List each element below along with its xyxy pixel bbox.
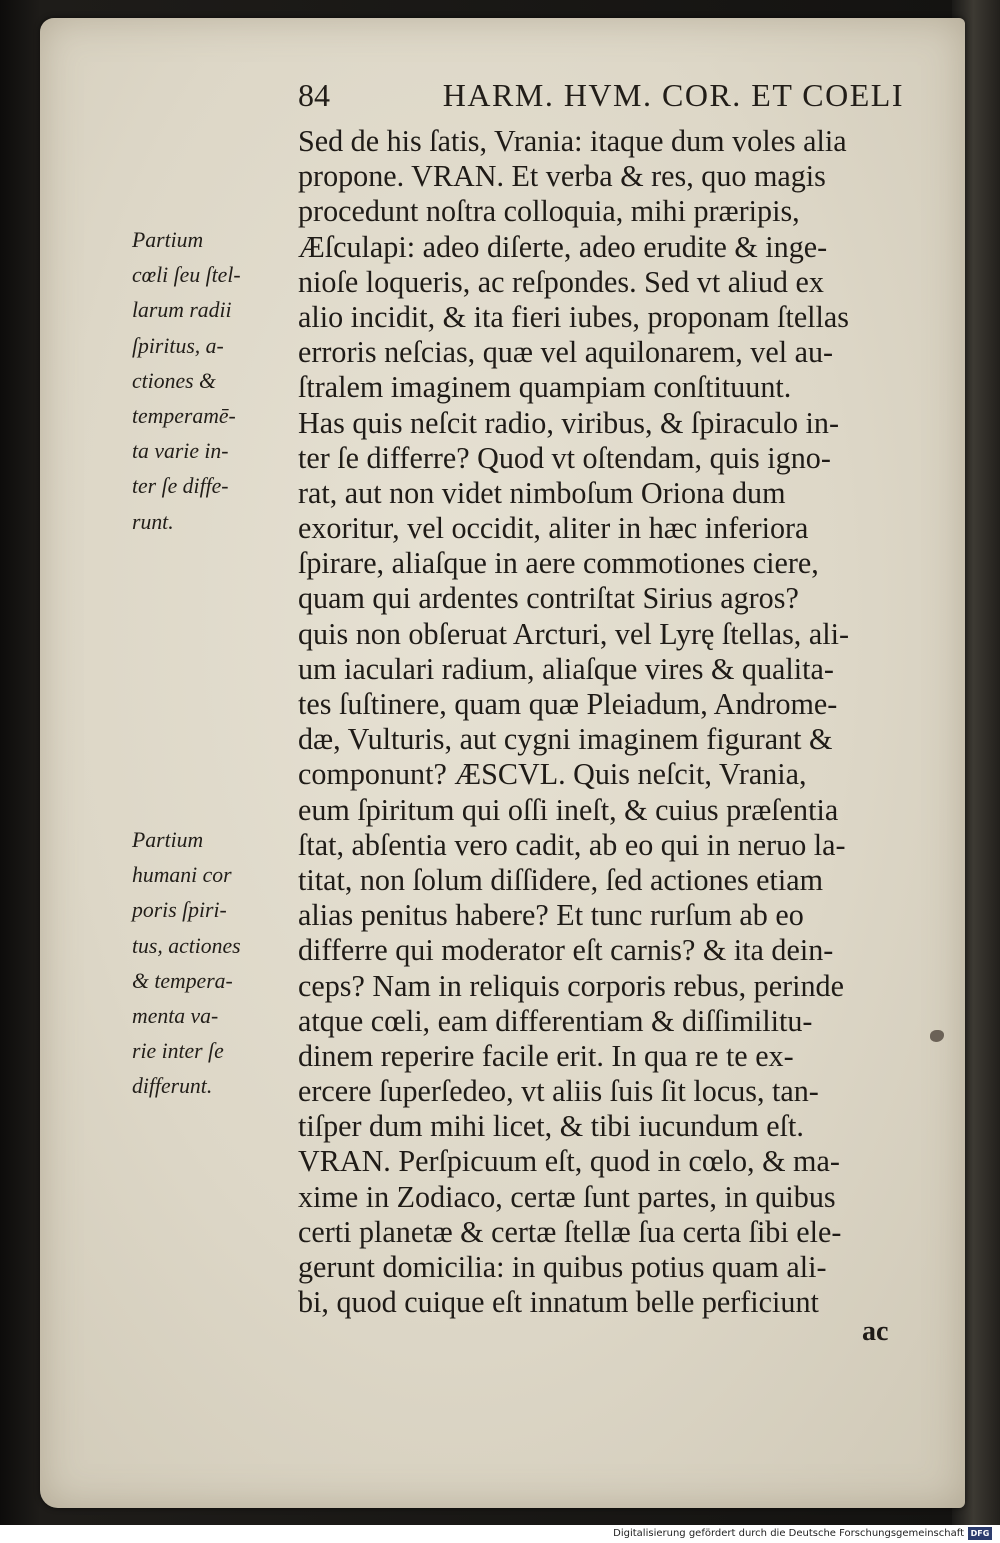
- margin-note-line: humani cor: [132, 862, 232, 888]
- text-line: titat, non ſolum diſſidere, ſed actiones etiam: [298, 862, 824, 897]
- text-line: atque cœli, eam differentiam & diſſimilitu-: [298, 1003, 813, 1038]
- text-line: ercere ſuperſedeo, vt aliis ſuis ſit locus, tan-: [298, 1074, 819, 1109]
- text-line: differre qui moderator eſt carnis? & ita dein-: [298, 933, 834, 968]
- margin-note-celestial: [132, 222, 292, 539]
- margin-note-line: Partium: [132, 227, 204, 252]
- text-line: ſtralem imaginem quampiam conſtituunt.: [298, 370, 792, 405]
- text-line: Æſculapi: adeo diſerte, adeo erudite & inge-: [298, 229, 828, 264]
- margin-note-line: cœli ſeu ſtel-: [132, 262, 241, 288]
- catchword: ac: [862, 1316, 889, 1347]
- footer-credit: Digitalisierung gefördert durch die Deutsche Forschungsgemeinschaft: [613, 1528, 964, 1539]
- text-line: propone. VRAN. Et verba & res, quo magis: [298, 159, 826, 194]
- text-line: dæ, Vulturis, aut cygni imaginem figurant &: [298, 722, 833, 757]
- text-line: procedunt noſtra colloquia, mihi præripis,: [298, 194, 800, 229]
- running-head: [298, 74, 904, 116]
- main-text-block: [298, 124, 918, 1320]
- text-line: exoritur, vel occidit, aliter in hæc inferiora: [298, 511, 809, 546]
- text-line: ſtat, abſentia vero cadit, ab eo qui in neruo la-: [298, 827, 846, 862]
- margin-note-line: temperamē-: [132, 402, 236, 428]
- text-line: tes ſuſtinere, quam quæ Pleiadum, Androme-: [298, 687, 838, 721]
- text-line: xime in Zodiaco, certæ ſunt partes, in quibus: [298, 1179, 836, 1214]
- text-line: quis non obſeruat Arcturi, vel Lyrę ſtellas, ali-: [298, 616, 849, 651]
- margin-note-line: larum radii: [132, 297, 232, 323]
- margin-note-line: differunt.: [132, 1073, 213, 1099]
- text-line: certi planetæ & certæ ſtellæ ſua certa ſibi ele-: [298, 1214, 842, 1249]
- text-line: rat, aut non videt nimboſum Oriona dum: [298, 475, 786, 510]
- margin-note-human-body: [132, 822, 292, 1104]
- running-title: HARM. HVM. COR. ET COELI: [442, 76, 904, 113]
- margin-note-line: rie inter ſe: [132, 1038, 224, 1064]
- text-line: eum ſpiritum qui oſſi ineſt, & cuius præſentia: [298, 792, 839, 827]
- text-line: um iaculari radium, aliaſque vires & qualita-: [298, 651, 834, 686]
- text-line: bi, quod cuique eſt innatum belle perficiunt: [298, 1285, 819, 1320]
- digitization-footer: [0, 1525, 1000, 1543]
- margin-note-line: poris ſpiri-: [132, 897, 227, 923]
- text-line: ſpirare, aliaſque in aere commotiones ciere,: [298, 546, 819, 581]
- text-line: tiſper dum mihi licet, & tibi iucundum eſt.: [298, 1109, 804, 1144]
- text-line: alio incidit, & ita fieri iubes, proponam ſtellas: [298, 299, 850, 334]
- margin-note-line: ta varie in-: [132, 438, 229, 464]
- text-line: ceps? Nam in reliquis corporis rebus, perinde: [298, 968, 844, 1003]
- dfg-logo: DFG: [968, 1527, 992, 1540]
- text-line: quam qui ardentes contriſtat Sirius agros?: [298, 581, 799, 616]
- margin-note-line: & tempera-: [132, 967, 233, 993]
- text-line: VRAN. Perſpicuum eſt, quod in cœlo, & ma-: [298, 1144, 840, 1179]
- text-line: alias penitus habere? Et tunc rurſum ab eo: [298, 898, 804, 933]
- text-line: Sed de his ſatis, Vrania: itaque dum voles alia: [298, 124, 847, 158]
- margin-note-line: Partium: [132, 827, 204, 852]
- text-line: nioſe loqueris, ac reſpondes. Sed vt aliud ex: [298, 264, 824, 299]
- text-line: componunt? ÆSCVL. Quis neſcit, Vrania,: [298, 757, 807, 792]
- text-line: ter ſe differre? Quod vt oſtendam, quis igno-: [298, 440, 831, 475]
- margin-note-line: ſpiritus, a-: [132, 332, 224, 358]
- page-number: 84: [298, 76, 330, 113]
- text-line: dinem reperire facile erit. In qua re te ex-: [298, 1038, 794, 1073]
- text-line: gerunt domicilia: in quibus potius quam ali-: [298, 1250, 827, 1284]
- margin-note-line: ter ſe diffe-: [132, 473, 229, 499]
- text-line: erroris neſcias, quæ vel aquilonarem, vel au-: [298, 335, 834, 370]
- margin-note-line: menta va-: [132, 1002, 219, 1028]
- text-line: Has quis neſcit radio, viribus, & ſpiraculo in-: [298, 405, 839, 440]
- margin-note-line: runt.: [132, 508, 174, 534]
- margin-note-line: ctiones &: [132, 367, 216, 393]
- margin-note-line: tus, actiones: [132, 932, 241, 958]
